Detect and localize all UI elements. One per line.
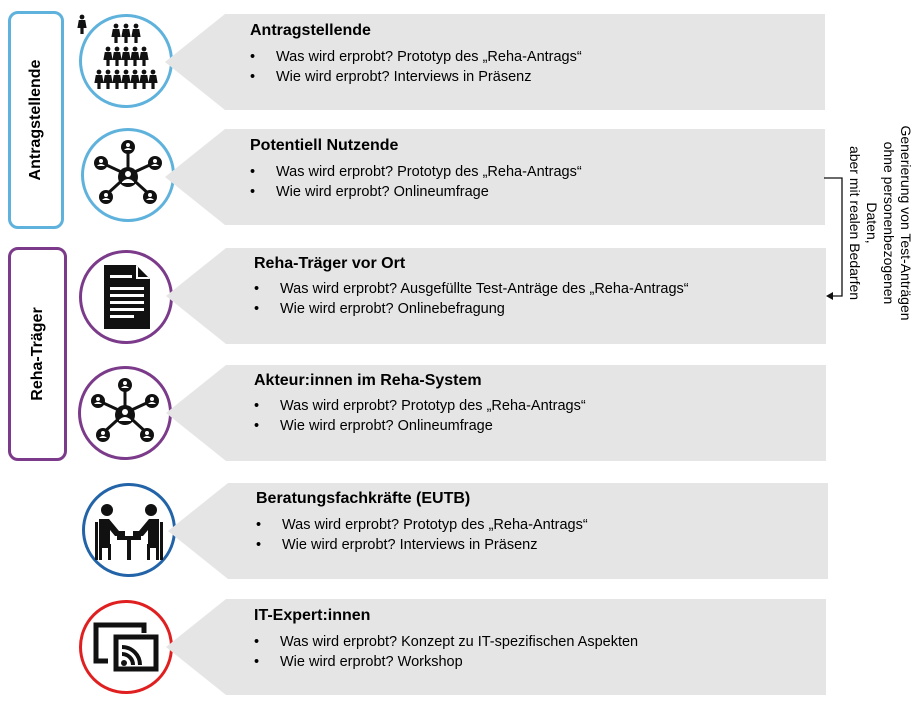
list-item: • Wie wird erprobt? Onlineumfrage xyxy=(254,416,586,436)
list-item: • Was wird erprobt? Prototyp des „Reha-Antrags“ xyxy=(250,162,582,182)
row-title: Potentiell Nutzende xyxy=(250,137,399,154)
group-label-text: Reha-Träger xyxy=(28,307,46,401)
side-note xyxy=(847,121,914,324)
list-item: • Was wird erprobt? Ausgefüllte Test-Anträge des „Reha-Antrags“ xyxy=(254,279,689,299)
group-label-text: Antragstellende xyxy=(27,59,44,181)
panel-row-6 xyxy=(166,599,826,695)
document-icon xyxy=(82,253,170,341)
row-title: IT-Expert:innen xyxy=(254,607,371,624)
list-item: • Wie wird erprobt? Workshop xyxy=(254,652,638,672)
network-icon xyxy=(81,369,169,457)
side-note-line: aber mit realen Bedarfen xyxy=(847,145,863,300)
row-title: Antragstellende xyxy=(250,22,371,39)
row-title: Akteur:innen im Reha-System xyxy=(254,372,482,389)
list-item: • Wie wird erprobt? Interviews in Präsenz xyxy=(250,67,582,87)
consultation-icon xyxy=(85,486,173,574)
group-antragstellende xyxy=(8,11,64,229)
circle-row-4 xyxy=(78,366,172,460)
list-item: • Was wird erprobt? Prototyp des „Reha-Antrags“ xyxy=(254,396,586,416)
side-note-line: ohne personenbezogenen Daten, xyxy=(864,141,897,304)
panel-row-2 xyxy=(165,129,825,225)
side-note-line: Generierung von Test-Anträgen xyxy=(898,124,914,321)
circle-row-6 xyxy=(79,600,173,694)
list-item: • Wie wird erprobt? Interviews in Präsenz xyxy=(256,535,588,555)
list-item: • Was wird erprobt? Prototyp des „Reha-Antrags“ xyxy=(256,515,588,535)
network-icon xyxy=(84,131,172,219)
crowd-icon xyxy=(82,17,170,105)
list-item: • Wie wird erprobt? Onlineumfrage xyxy=(250,182,582,202)
panel-row-5 xyxy=(168,483,828,579)
side-note-text xyxy=(846,121,914,324)
panel-row-1 xyxy=(165,14,825,110)
list-item: • Wie wird erprobt? Onlinebefragung xyxy=(254,299,689,319)
group-reha-traeger xyxy=(8,247,67,461)
circle-row-5 xyxy=(82,483,176,577)
row-title: Reha-Träger vor Ort xyxy=(254,255,406,272)
panel-row-4 xyxy=(166,365,826,461)
screen-cast-icon xyxy=(82,603,170,691)
panel-row-3 xyxy=(166,248,826,344)
row-title: Beratungsfachkräfte (EUTB) xyxy=(256,490,471,507)
circle-row-2 xyxy=(81,128,175,222)
list-item: • Was wird erprobt? Konzept zu IT-spezifischen Aspekten xyxy=(254,632,638,652)
circle-row-3 xyxy=(79,250,173,344)
list-item: • Was wird erprobt? Prototyp des „Reha-Antrags“ xyxy=(250,47,582,67)
circle-row-1 xyxy=(79,14,173,108)
